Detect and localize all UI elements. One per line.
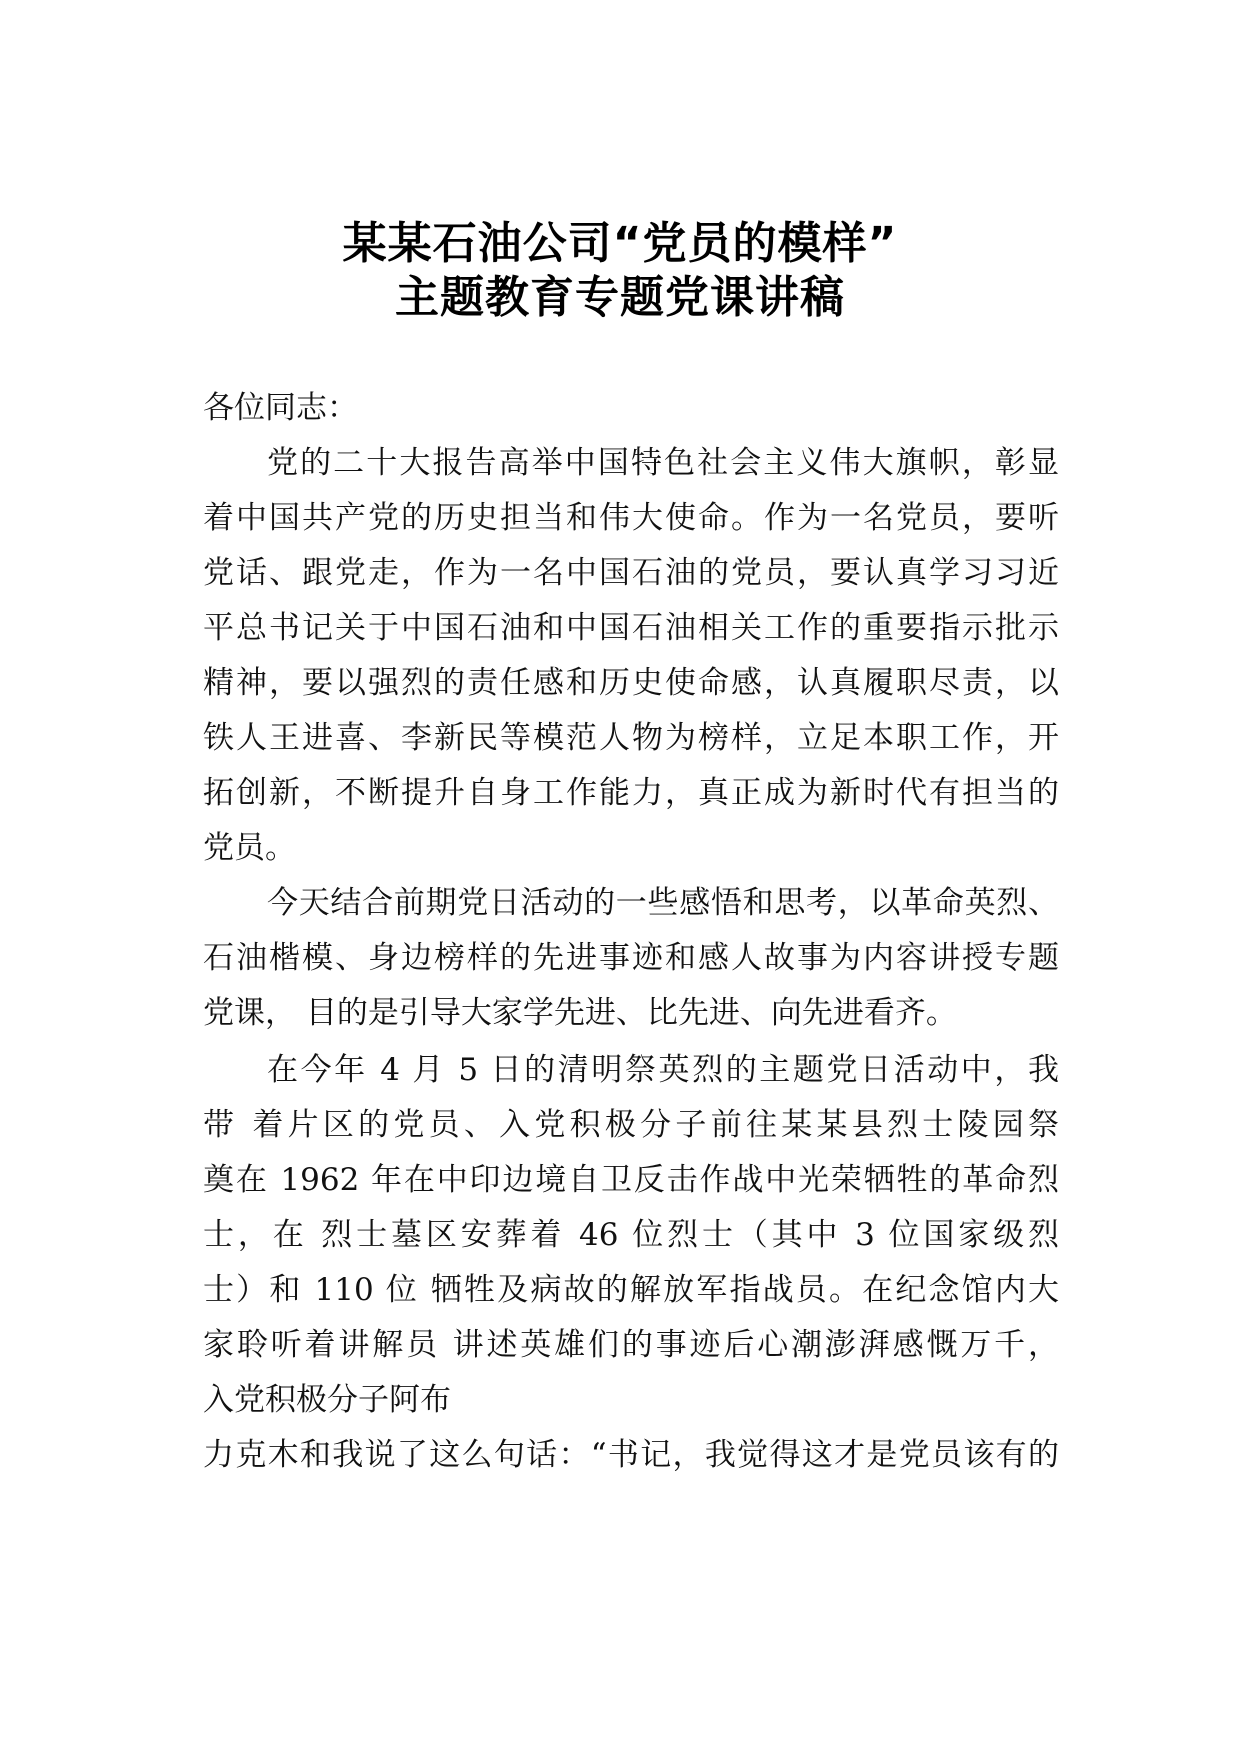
- paragraph-line: 士，在 烈士墓区安葬着 46 位烈士（其中 3 位国家级烈: [203, 1217, 1059, 1253]
- paragraph-line: 奠在 1962 年在中印边境自卫反击作战中光荣牺牲的革命烈: [203, 1162, 1059, 1198]
- paragraph-line: 力克木和我说了这么句话：“书记，我觉得这才是党员该有的: [203, 1437, 1059, 1473]
- paragraph-line: 家聆听着讲解员 讲述英雄们的事迹后心潮澎湃感慨万千，: [203, 1327, 1059, 1363]
- paragraph-line: 精神，要以强烈的责任感和历史使命感，认真履职尽责，以: [203, 665, 1059, 701]
- paragraph-line: 拓创新，不断提升自身工作能力，真正成为新时代有担当的: [203, 775, 1059, 811]
- paragraph-1: [203, 436, 1059, 876]
- paragraph-line: 入党积极分子阿布: [203, 1382, 451, 1418]
- paragraph-line: 石油楷模、身边榜样的先进事迹和感人故事为内容讲授专题: [203, 940, 1059, 976]
- paragraph-line: 今天结合前期党日活动的一些感悟和思考，以革命英烈、: [267, 885, 1059, 921]
- paragraph-line: 党话、跟党走，作为一名中国石油的党员，要认真学习习近: [203, 555, 1059, 591]
- paragraph-line: 党课， 目的是引导大家学先进、比先进、向先进看齐。: [203, 995, 957, 1031]
- salutation: 各位同志：: [203, 390, 358, 426]
- paragraph-line: 党的二十大报告高举中国特色社会主义伟大旗帜，彰显: [267, 445, 1059, 481]
- paragraph-line: 铁人王进喜、李新民等模范人物为榜样，立足本职工作，开: [203, 720, 1059, 756]
- paragraph-line: 党员。: [203, 830, 296, 866]
- document-title-line-2: 主题教育专题党课讲稿: [395, 272, 845, 323]
- paragraph-2: [203, 876, 1059, 1041]
- paragraph-line: 着中国共产党的历史担当和伟大使命。作为一名党员，要听: [203, 500, 1059, 536]
- paragraph-line: 士）和 110 位 牺牲及病故的解放军指战员。在纪念馆内大: [203, 1272, 1059, 1308]
- paragraph-line: 在今年 4 月 5 日的清明祭英烈的主题党日活动中，我: [267, 1052, 1059, 1088]
- document-title-line-1: 某某石油公司“党员的模样”: [342, 218, 898, 269]
- paragraph-line: 带 着片区的党员、入党积极分子前往某某县烈士陵园祭: [203, 1107, 1059, 1143]
- paragraph-3: [203, 1043, 1059, 1483]
- paragraph-line: 平总书记关于中国石油和中国石油相关工作的重要指示批示: [203, 610, 1059, 646]
